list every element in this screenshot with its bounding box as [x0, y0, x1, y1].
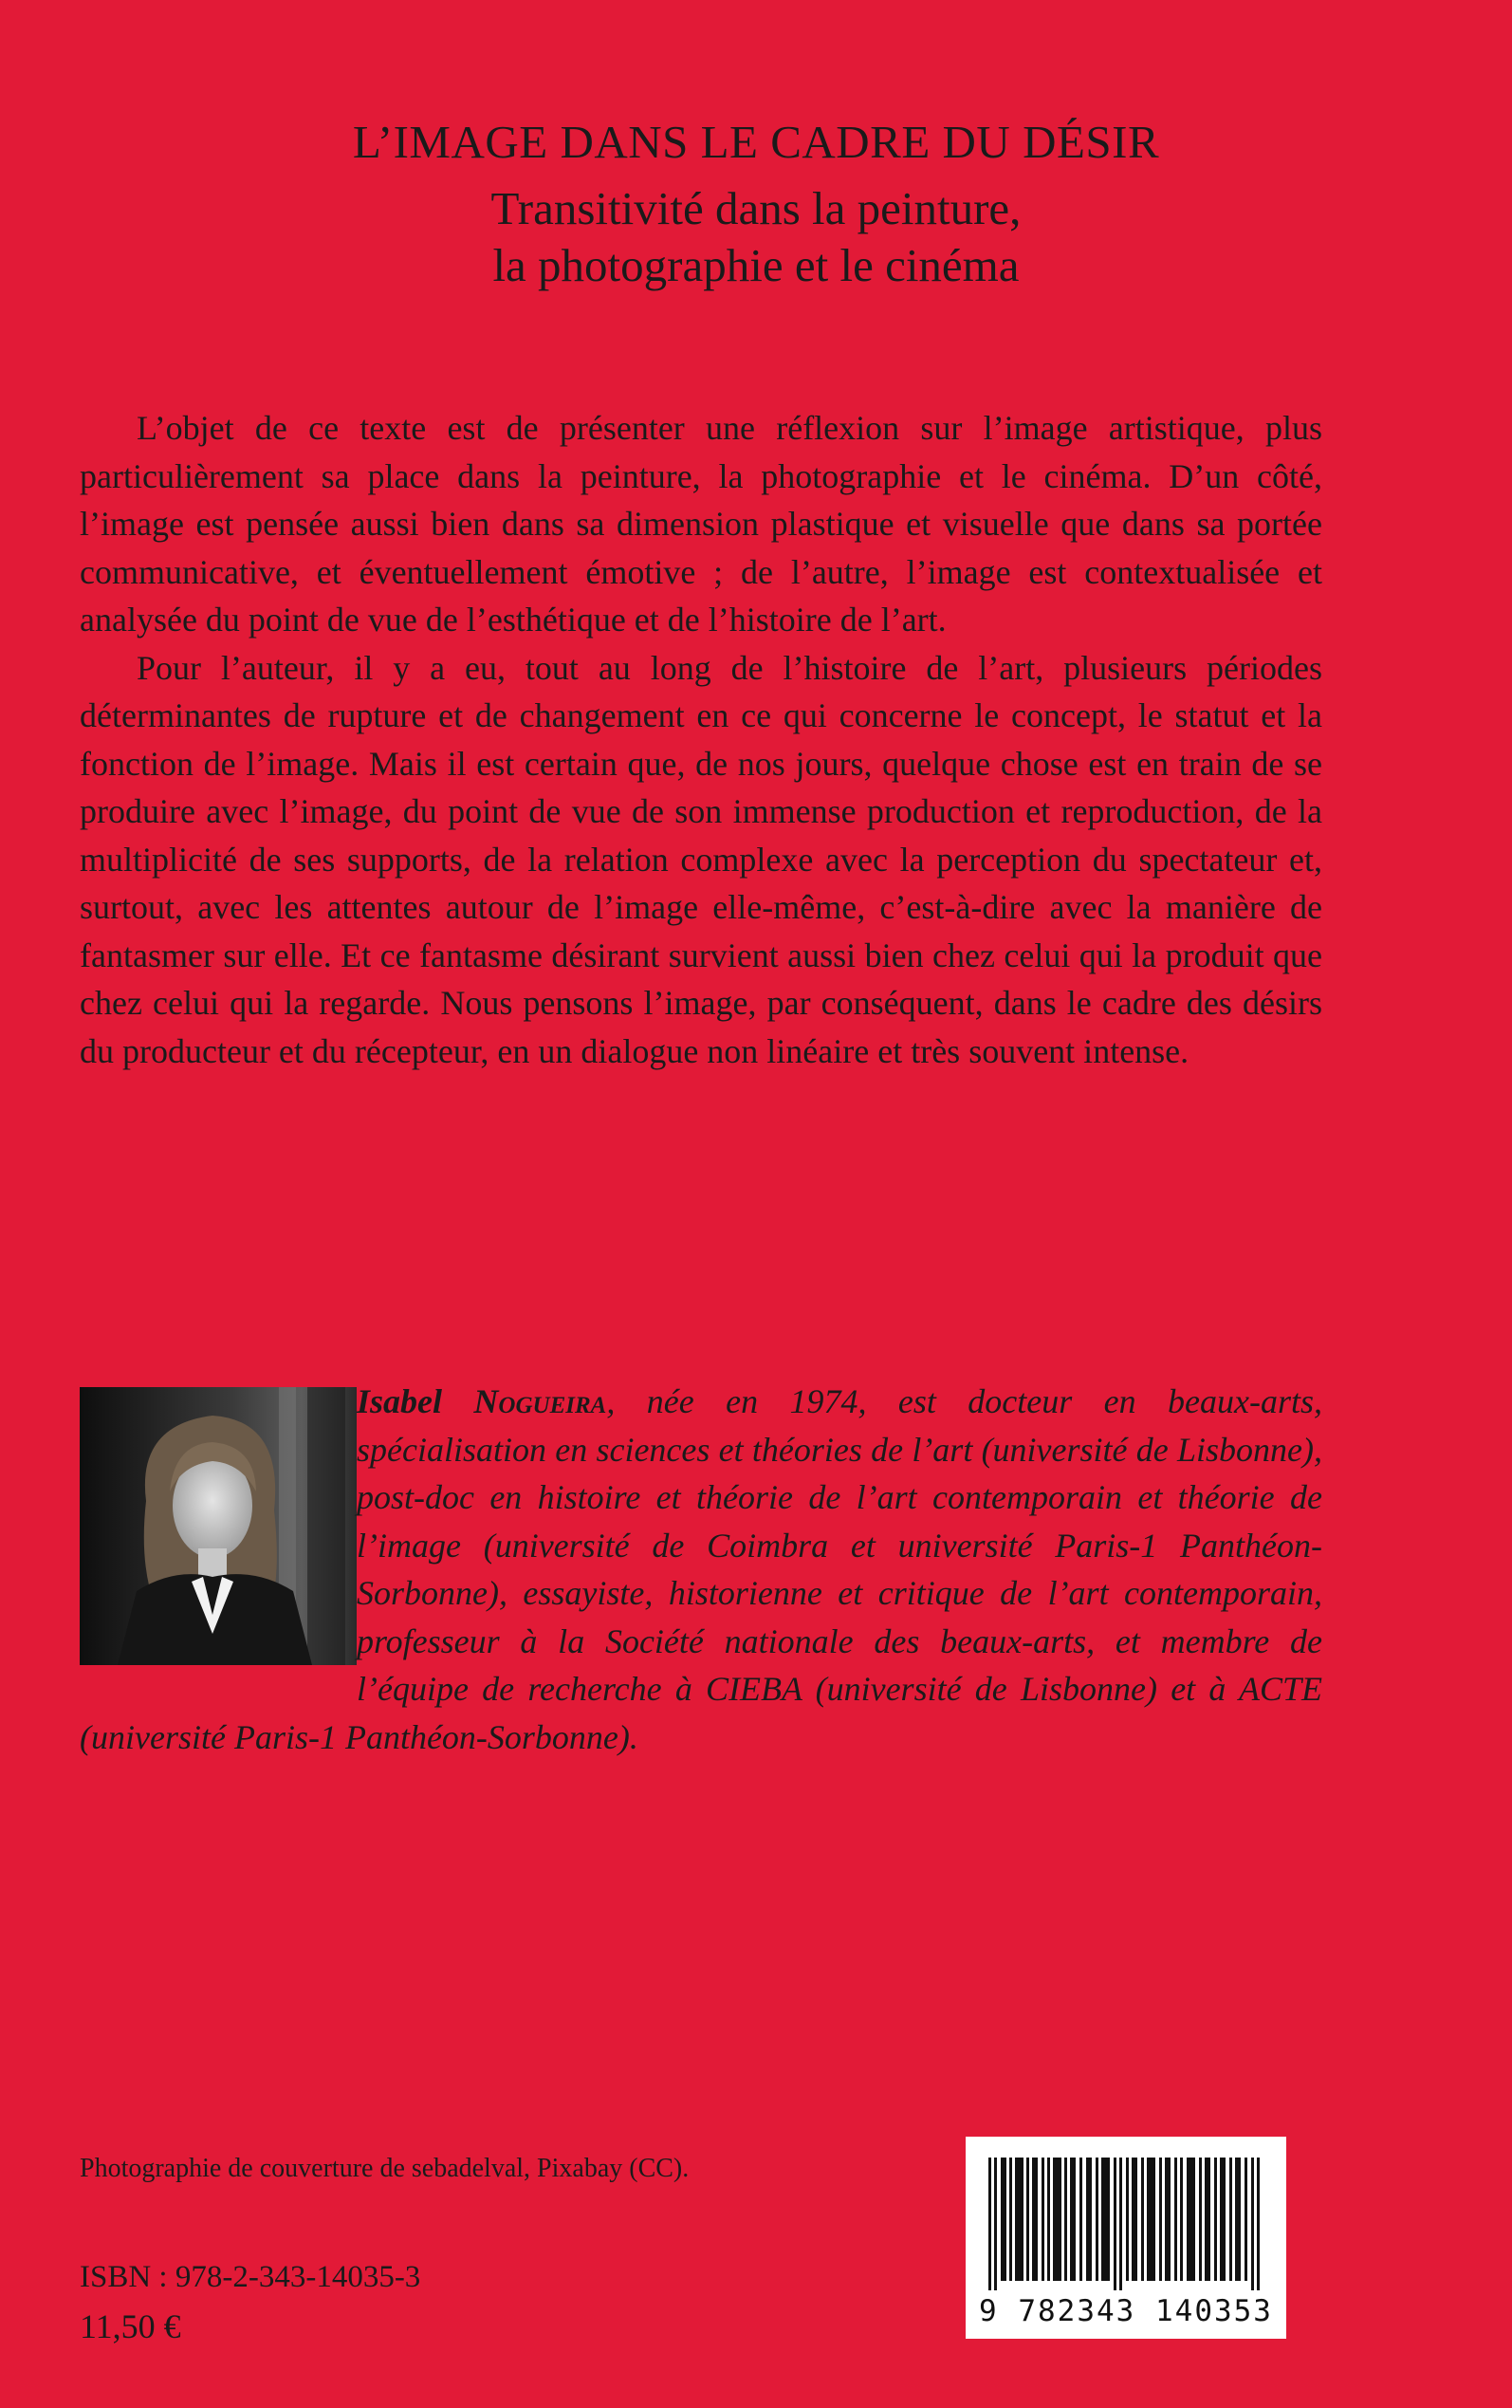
author-first-name: Isabel — [357, 1382, 442, 1420]
author-bio — [80, 1378, 1322, 1761]
summary-paragraph-1: L’objet de ce texte est de présenter une réflexion sur l’image artistique, plus particulièrement sa place dans la peinture, la photographie et le cinéma. D’un côté, l’image est pensée aussi bien dans sa dimension plastique et visuelle que dans sa portée communicative, et éventuellement émotive ; de l’autre, l’image est contextualisée et analysée du point de vue de l’esthétique et de l’histoire de l’art. — [80, 409, 1322, 639]
price: 11,50 € — [80, 2307, 181, 2345]
barcode — [966, 2137, 1286, 2339]
subtitle-line-2: la photographie et le cinéma — [492, 239, 1020, 291]
barcode-digits: 9 782343 140353 — [979, 2294, 1273, 2328]
book-subtitle — [0, 180, 1512, 294]
summary-paragraph-2: Pour l’auteur, il y a eu, tout au long de l’histoire de l’art, plusieurs périodes déterminantes de rupture et de changement en ce qui concerne le concept, le statut et la fonction de l’image. Mais il est certain que, de nos jours, quelque chose est en train de se produire avec l’image, du point de vue de son immense production et reproduction, de la multiplicité de ses supports, de la relation complexe avec la perception du spectateur et, surtout, avec les attentes autour de l’image elle-même, c’est-à-dire avec la manière de fantasmer sur elle. Et ce fantasme désirant survient aussi bien chez celui qui la produit que chez celui qui la regarde. Nous pensons l’image, par conséquent, dans le cadre des désirs du producteur et du récepteur, en un dialogue non linéaire et très souvent intense. — [80, 648, 1322, 1070]
summary-text — [80, 404, 1322, 1075]
isbn: ISBN : 978-2-343-14035-3 — [80, 2260, 421, 2294]
subtitle-line-1: Transitivité dans la peinture, — [490, 182, 1022, 234]
author-last-name: Nogueira — [473, 1382, 607, 1420]
book-title: L’IMAGE DANS LE CADRE DU DÉSIR — [352, 116, 1160, 168]
barcode-bars — [988, 2158, 1263, 2290]
author-bio-text: , née en 1974, est docteur en beaux-arts, spécialisation en sciences et théories de l’art (université de Lisbonne), post-doc en histoire et théorie de l’art contemporain et théorie de l’image (université de Coimbra et université Paris-1 Panthéon-Sorbonne), essayiste, historienne et critique de l’art contemporain, professeur à la Société nationale des beaux-arts, et membre de l’équipe de recherche à CIEBA (université de Lisbonne) et à ACTE (université Paris-1 Panthéon-Sorbonne). — [80, 1382, 1322, 1756]
photo-credit: Photographie de couverture de sebadelval, Pixabay (CC). — [80, 2154, 690, 2183]
